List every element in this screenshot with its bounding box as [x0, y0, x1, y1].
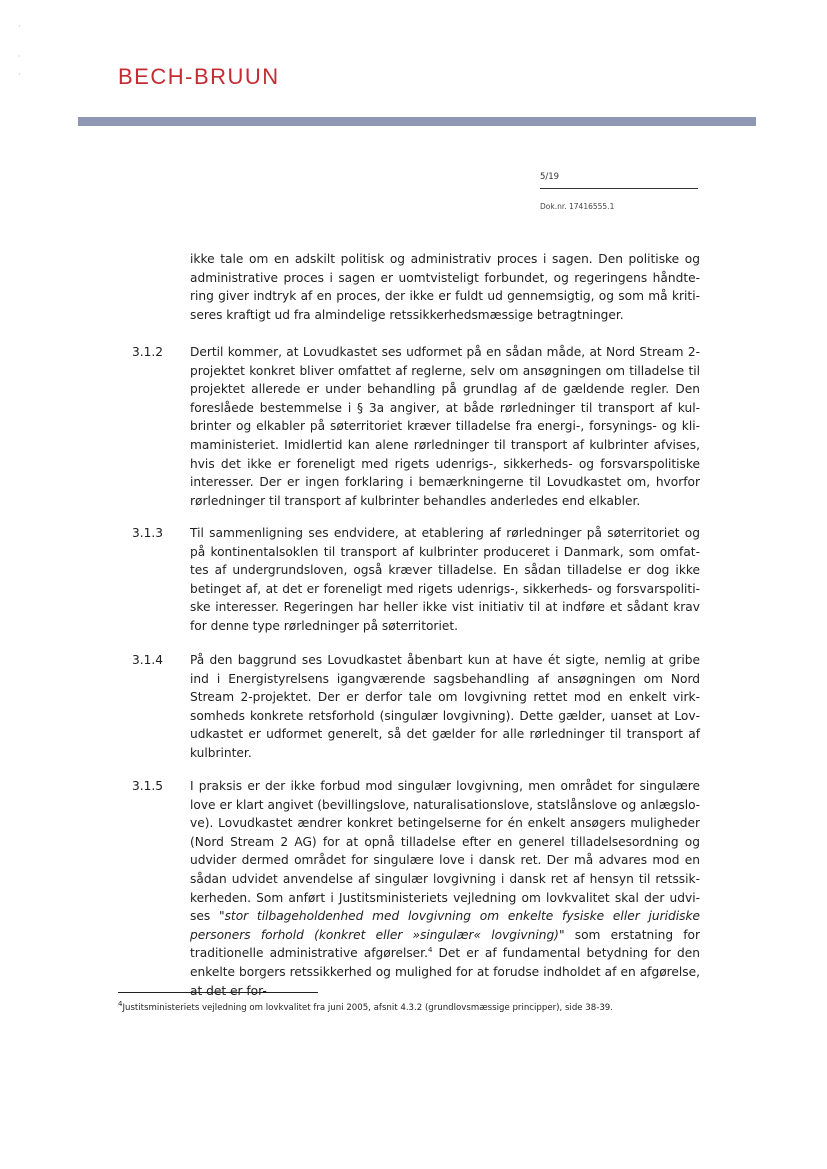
page-number: 5/19 [540, 172, 560, 182]
footnote-number: 4 [118, 1000, 123, 1009]
scan-mark: · [18, 70, 21, 79]
paragraph-3-1-4: På den baggrund ses Lovudkastet åbenbart kun at have ét sigte, nemlig at gribe ind i Energistyrelsens igangværende sagsbehandling af ansøgningen om Nord Stream 2-projektet. Der er derfor tale om lovgivning rettet mod en enkelt virksomheds konkrete retsforhold (singulær lovgivning). Dette gælder, uanset at Lovudkastet er udformet generelt, så det gælder for alle rørledninger til transport af kulbrinter. [190, 653, 700, 760]
paragraph-text: Det er af fundamental betydning for den enkelte borgers retssikkerhed og mulighed for at forudse indholdet af en afgørelse, at det er for- [190, 946, 700, 998]
footnote-reference[interactable]: 4 [427, 946, 433, 955]
document-number: Dok.nr. 17416555.1 [540, 202, 615, 211]
footnote-separator [118, 992, 318, 993]
paragraph-text: I praksis er der ikke forbud mod singulær lovgivning, men området for singulære love er klart angivet (bevillingslove, naturalisationslove, statslånslove og anlægslove). Lovudkastet ændrer konkret betingelserne for én enkelt ansøgers muligheder (Nord Stream 2 AG) for at opnå tilladelse efter en generel tilladelsesordning og udvider dermed området for singulære love i dansk ret. Der må advares mod en sådan udvidet anvendelse af singulær lovgivning i dansk ret af hensyn til retssikkerheden. Som anført i Justitsministeriets vejledning om lovkvalitet skal der udvises [190, 779, 700, 924]
footnote-text: Justitsministeriets vejledning om lovkvalitet fra juni 2005, afsnit 4.3.2 (grundlovsmæssige principper), side 38-39. [122, 1003, 613, 1013]
scan-mark: · [18, 22, 21, 31]
paragraph-continuation: ikke tale om en adskilt politisk og administrativ proces i sagen. Den politiske og administrative proces i sagen er uomtvisteligt forbundet, og regeringens håndtering giver indtryk af en proces, der ikke er fuldt ud gennemsigtig, og som må kritiseres kraftigt ud fra almindelige retssikkerhedsmæssige betragtninger. [190, 252, 700, 322]
paragraph-3-1-3: Til sammenligning ses endvidere, at etablering af rørledninger på søterritoriet og på kontinentalsoklen til transport af kulbrinter produceret i Danmark, som omfattes af undergrundsloven, også kræver tilladelse. En sådan tilladelse er dog ikke betinget af, at det er foreneligt med rigets udenrigs-, sikkerheds- og forsvarspolitiske interesser. Regeringen har heller ikke vist initiativ til at indføre et sådant krav for denne type rørledninger på søterritoriet. [190, 526, 700, 633]
header-band [78, 117, 756, 126]
scan-mark: · [18, 52, 21, 61]
section-number: 3.1.2 [132, 345, 164, 359]
footnote [118, 1002, 718, 1014]
section-number: 3.1.5 [132, 779, 164, 793]
company-logo: BECH-BRUUN [118, 64, 280, 89]
paragraph-text: som erstatning for traditionelle administrative afgørelser. [190, 927, 700, 961]
section-number: 3.1.4 [132, 653, 164, 667]
paragraph-3-1-2: Dertil kommer, at Lovudkastet ses udformet på en sådan måde, at Nord Stream 2-projektet konkret bliver omfattet af reglerne, selv om ansøgningen om tilladelse til projektet allerede er under behandling på grundlag af de gældende regler. Den foreslåede bestemmelse i § 3a angiver, at både rørledninger til transport af kulbrinter og elkabler på søterritoriet kræver tilladelse fra energi-, forsynings- og klimaministeriet. Imidlertid kan alene rørledninger til transport af kulbrinter afvises, hvis det ikke er foreneligt med rigets udenrigs-, sikkerheds- og forsvarspolitiske interesser. Der er ingen forklaring i bemærkningerne til Lovudkastet om, hvorfor rørledninger til transport af kulbrinter behandles anderledes end elkabler. [190, 345, 700, 508]
paragraph-3-1-5 [190, 777, 700, 1000]
section-number: 3.1.3 [132, 526, 164, 540]
page-number-rule [540, 188, 698, 189]
quote-text: "stor tilbageholdenhed med lovgivning om enkelte fysiske eller juridiske personers forhold (konkret eller »singulær« lovgivning)" [190, 909, 701, 942]
